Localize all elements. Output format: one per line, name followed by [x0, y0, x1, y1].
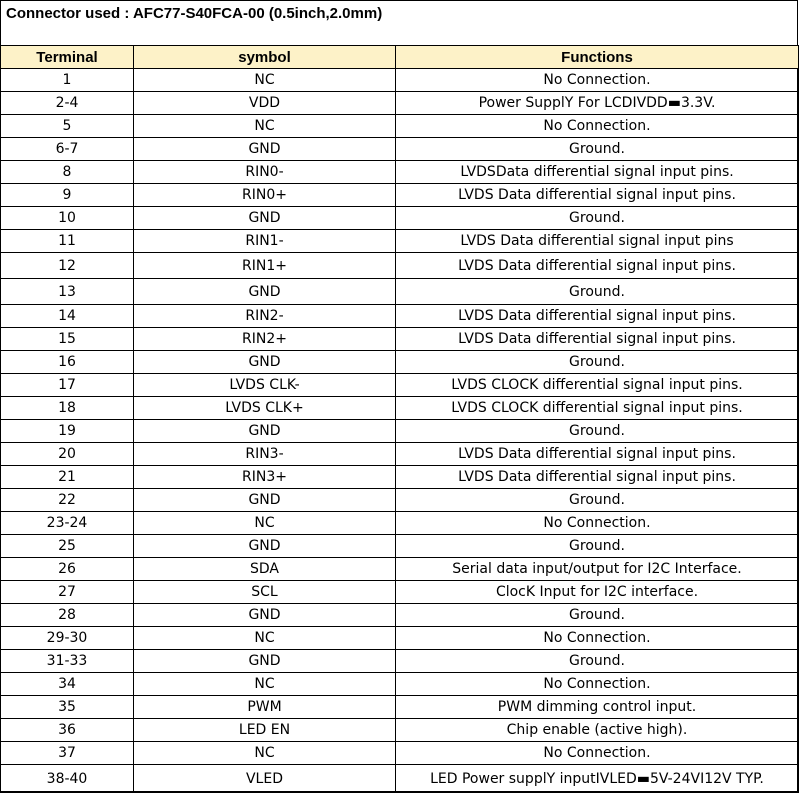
- table-row: [1, 328, 799, 351]
- cell-terminal: 14: [1, 305, 134, 328]
- cell-function: No Connection.: [396, 742, 799, 765]
- cell-symbol: GND: [134, 279, 396, 305]
- cell-symbol: LED EN: [134, 719, 396, 742]
- cell-terminal: 38-40: [1, 765, 134, 793]
- cell-function: Ground.: [396, 489, 799, 512]
- cell-function: LVDS Data differential signal input pins.: [396, 253, 799, 279]
- cell-symbol: SCL: [134, 581, 396, 604]
- cell-terminal: 27: [1, 581, 134, 604]
- cell-function: No Connection.: [396, 115, 799, 138]
- cell-terminal: 2-4: [1, 92, 134, 115]
- table-row: [1, 420, 799, 443]
- cell-function: Ground.: [396, 279, 799, 305]
- cell-terminal: 29-30: [1, 627, 134, 650]
- table-row: [1, 161, 799, 184]
- cell-function: Ground.: [396, 650, 799, 673]
- cell-function: LVDS Data differential signal input pins: [396, 230, 799, 253]
- cell-terminal: 5: [1, 115, 134, 138]
- cell-function: LED Power supplY inputIVLED▬5V-24VI12V TYP.: [396, 765, 799, 793]
- cell-symbol: VDD: [134, 92, 396, 115]
- table-row: [1, 604, 799, 627]
- cell-symbol: LVDS CLK-: [134, 374, 396, 397]
- table-body: [1, 69, 799, 793]
- cell-symbol: GND: [134, 489, 396, 512]
- table-row: [1, 696, 799, 719]
- table-row: [1, 581, 799, 604]
- cell-function: Power SupplY For LCDIVDD▬3.3V.: [396, 92, 799, 115]
- table-row: [1, 719, 799, 742]
- header-symbol: symbol: [134, 46, 396, 69]
- cell-function: Ground.: [396, 535, 799, 558]
- table-row: [1, 69, 799, 92]
- cell-function: Ground.: [396, 351, 799, 374]
- cell-terminal: 6-7: [1, 138, 134, 161]
- cell-function: No Connection.: [396, 69, 799, 92]
- table-row: [1, 466, 799, 489]
- cell-symbol: GND: [134, 351, 396, 374]
- cell-symbol: GND: [134, 420, 396, 443]
- cell-terminal: 16: [1, 351, 134, 374]
- cell-function: Chip enable (active high).: [396, 719, 799, 742]
- cell-terminal: 21: [1, 466, 134, 489]
- cell-symbol: NC: [134, 115, 396, 138]
- table-row: [1, 279, 799, 305]
- cell-terminal: 36: [1, 719, 134, 742]
- cell-symbol: RIN2-: [134, 305, 396, 328]
- table-row: [1, 512, 799, 535]
- cell-terminal: 18: [1, 397, 134, 420]
- cell-terminal: 10: [1, 207, 134, 230]
- table-row: [1, 742, 799, 765]
- cell-terminal: 19: [1, 420, 134, 443]
- cell-symbol: GND: [134, 650, 396, 673]
- cell-terminal: 17: [1, 374, 134, 397]
- cell-symbol: RIN3-: [134, 443, 396, 466]
- cell-terminal: 8: [1, 161, 134, 184]
- cell-symbol: RIN1-: [134, 230, 396, 253]
- cell-terminal: 25: [1, 535, 134, 558]
- table-row: [1, 673, 799, 696]
- connector-title: Connector used : AFC77-S40FCA-00 (0.5inch,2.0mm): [6, 5, 383, 22]
- cell-symbol: LVDS CLK+: [134, 397, 396, 420]
- table-row: [1, 207, 799, 230]
- table-row: [1, 92, 799, 115]
- header-terminal: Terminal: [1, 46, 134, 69]
- cell-terminal: 1: [1, 69, 134, 92]
- table-row: [1, 351, 799, 374]
- cell-terminal: 11: [1, 230, 134, 253]
- cell-function: PWM dimming control input.: [396, 696, 799, 719]
- cell-terminal: 37: [1, 742, 134, 765]
- cell-function: No Connection.: [396, 673, 799, 696]
- table-row: [1, 558, 799, 581]
- cell-terminal: 13: [1, 279, 134, 305]
- table-row: [1, 535, 799, 558]
- cell-function: LVDS CLOCK differential signal input pins.: [396, 374, 799, 397]
- table-row: [1, 489, 799, 512]
- cell-symbol: VLED: [134, 765, 396, 793]
- table-row: [1, 443, 799, 466]
- cell-terminal: 20: [1, 443, 134, 466]
- table-row: [1, 184, 799, 207]
- cell-symbol: NC: [134, 673, 396, 696]
- cell-function: LVDSData differential signal input pins.: [396, 161, 799, 184]
- cell-function: LVDS Data differential signal input pins.: [396, 305, 799, 328]
- table-row: [1, 305, 799, 328]
- cell-symbol: GND: [134, 207, 396, 230]
- cell-terminal: 23-24: [1, 512, 134, 535]
- cell-symbol: NC: [134, 512, 396, 535]
- cell-terminal: 34: [1, 673, 134, 696]
- table-row: [1, 397, 799, 420]
- cell-symbol: NC: [134, 627, 396, 650]
- cell-terminal: 12: [1, 253, 134, 279]
- cell-function: No Connection.: [396, 627, 799, 650]
- table-row: [1, 627, 799, 650]
- cell-function: LVDS Data differential signal input pins.: [396, 184, 799, 207]
- cell-function: Ground.: [396, 604, 799, 627]
- cell-symbol: GND: [134, 138, 396, 161]
- cell-symbol: RIN0+: [134, 184, 396, 207]
- cell-symbol: GND: [134, 535, 396, 558]
- pin-assignment-table: [0, 45, 799, 793]
- cell-terminal: 26: [1, 558, 134, 581]
- cell-function: Ground.: [396, 420, 799, 443]
- cell-terminal: 31-33: [1, 650, 134, 673]
- cell-symbol: PWM: [134, 696, 396, 719]
- cell-function: ClocK Input for I2C interface.: [396, 581, 799, 604]
- cell-terminal: 35: [1, 696, 134, 719]
- cell-symbol: SDA: [134, 558, 396, 581]
- cell-symbol: NC: [134, 742, 396, 765]
- cell-terminal: 9: [1, 184, 134, 207]
- table-row: [1, 115, 799, 138]
- cell-function: No Connection.: [396, 512, 799, 535]
- cell-symbol: NC: [134, 69, 396, 92]
- cell-terminal: 22: [1, 489, 134, 512]
- cell-symbol: RIN2+: [134, 328, 396, 351]
- header-row: [1, 46, 799, 69]
- cell-function: Serial data input/output for I2C Interface.: [396, 558, 799, 581]
- header-functions: Functions: [396, 46, 799, 69]
- cell-symbol: RIN3+: [134, 466, 396, 489]
- cell-symbol: RIN0-: [134, 161, 396, 184]
- table-row: [1, 650, 799, 673]
- cell-function: LVDS Data differential signal input pins.: [396, 466, 799, 489]
- cell-terminal: 28: [1, 604, 134, 627]
- cell-terminal: 15: [1, 328, 134, 351]
- cell-function: LVDS Data differential signal input pins.: [396, 443, 799, 466]
- cell-function: LVDS Data differential signal input pins.: [396, 328, 799, 351]
- cell-symbol: RIN1+: [134, 253, 396, 279]
- cell-function: Ground.: [396, 138, 799, 161]
- table-row: [1, 230, 799, 253]
- table-row: [1, 374, 799, 397]
- cell-symbol: GND: [134, 604, 396, 627]
- cell-function: LVDS CLOCK differential signal input pins.: [396, 397, 799, 420]
- table-row: [1, 138, 799, 161]
- table-row: [1, 253, 799, 279]
- cell-function: Ground.: [396, 207, 799, 230]
- table-row: [1, 765, 799, 793]
